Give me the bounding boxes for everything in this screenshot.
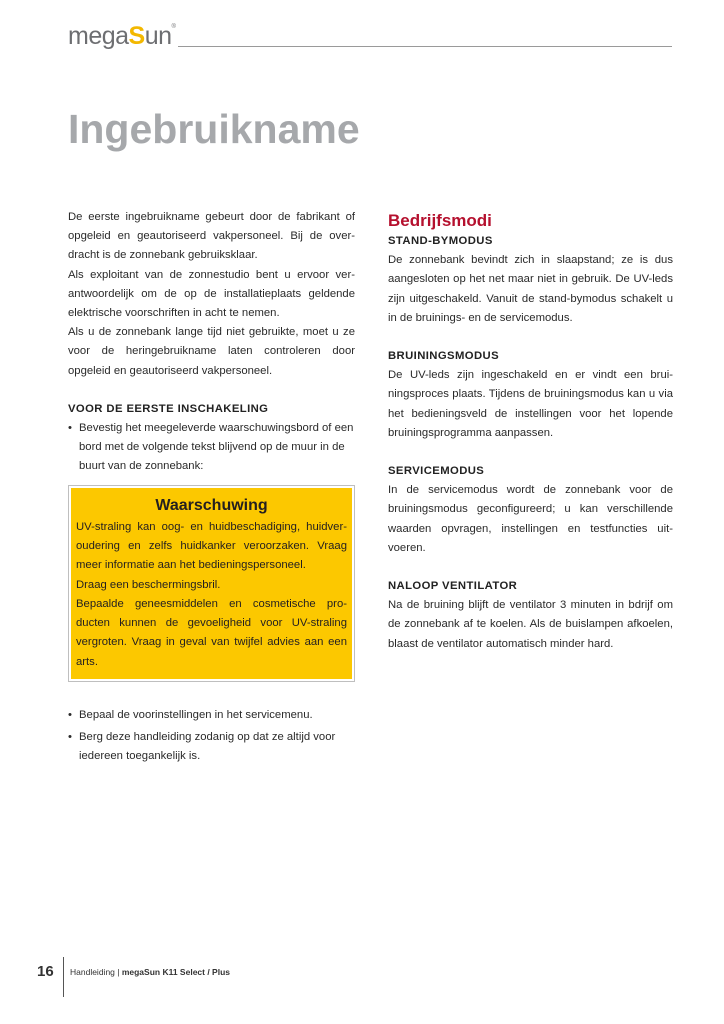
bullet-item: • Bevestig het meegeleverde waarschuwingsbord of een bord met de volgende tekst blijvend op de muur in de buurt van de zonnebank: bbox=[68, 419, 355, 477]
footer-manual-label: Handleiding | bbox=[70, 967, 122, 977]
footer-label bbox=[70, 967, 230, 977]
logo-text-s: S bbox=[128, 22, 145, 50]
mode-heading-fan-afterrun: NALOOP VENTILATOR bbox=[388, 580, 518, 593]
intro-paragraph-2: Als exploitant van de zonnestudio bent u ervoor ver-antwoordelijk om de op de installatieplaats geldende elektrische voorschriften in acht te nemen. bbox=[68, 268, 355, 320]
left-column bbox=[68, 208, 355, 767]
section-title-operating-modes: Bedrijfsmodi bbox=[388, 211, 492, 230]
warning-title: Waarschuwing bbox=[155, 496, 268, 514]
bullet-item: • Berg deze handleiding zodanig op dat ze altijd voor iedereen toegankelijk is. bbox=[68, 728, 355, 766]
mode-heading-standby: STAND-BYMODUS bbox=[388, 235, 493, 247]
mode-heading-tanning: BRUININGSMODUS bbox=[388, 350, 500, 363]
header-rule bbox=[178, 46, 672, 47]
right-column bbox=[388, 208, 673, 654]
bullet-item: • Bepaal de voorinstellingen in het servicemenu. bbox=[68, 706, 355, 725]
footer-product-name: megaSun K11 Select / Plus bbox=[121, 967, 231, 977]
warning-box bbox=[68, 485, 355, 682]
warning-line: Draag een beschermingsbril. bbox=[76, 578, 221, 591]
mode-text-fan-afterrun: Na de bruining blijft de ventilator 3 minuten in bdrijf om de zonnebank af te koelen. Als de buislampen afkoelen, blaast de ventilator automatisch minder hard. bbox=[388, 599, 673, 650]
subheading-first-activation: VOOR DE EERSTE INSCHAKELING bbox=[68, 402, 269, 415]
megasun-logo bbox=[68, 22, 175, 51]
logo-registered-mark: ® bbox=[171, 24, 176, 30]
warning-line: UV-straling kan oog- en huidbeschadiging, huidver-oudering en zelfs huidkanker veroorzaken. Vraag meer informatie aan het bedieningspersoneel. bbox=[76, 520, 347, 572]
mode-text-tanning: De UV-leds zijn ingeschakeld en er vindt een brui-ningsproces plaats. Tijdens de bruiningsmodus kan u via het bedieningsveld de instellingen voor het lopende bruiningsprogramma aanpassen. bbox=[388, 369, 673, 439]
intro-paragraph-1: De eerste ingebruikname gebeurt door de fabrikant of opgeleid en geautoriseerd vakpersoneel. Bij de over-dracht is de zonnebank gebruiksklaar. bbox=[68, 211, 355, 262]
warning-line: Bepaalde geneesmiddelen en cosmetische pro-ducten kunnen de gevoeligheid voor UV-straling vergroten. Vraag in geval van twijfel advies aan een arts. bbox=[76, 597, 347, 668]
mode-heading-service: SERVICEMODUS bbox=[388, 465, 485, 478]
logo-text-un: un bbox=[144, 22, 172, 50]
mode-text-service: In de servicemodus wordt de zonnebank voor de bruiningsmodus geconfigureerd; u kan verschillende waarden opvragen, instellingen en testfuncties uit-voeren. bbox=[388, 484, 673, 554]
page-title: Ingebruikname bbox=[68, 106, 360, 152]
page-number: 16 bbox=[37, 963, 54, 980]
footer-divider bbox=[63, 957, 64, 997]
mode-text-standby: De zonnebank bevindt zich in slaapstand; ze is dus aangesloten op het net maar niet in gebruik. De UV-leds zijn uitgeschakeld. Vanuit de stand-bymodus schakelt u in de bruinings- en de servicemodus. bbox=[388, 254, 673, 324]
intro-paragraph-3: Als u de zonnebank lange tijd niet gebruikte, moet u ze voor de heringebruikname laten controleren door opgeleid en geautoriseerd vakpersoneel. bbox=[68, 326, 355, 377]
warning-box-inner bbox=[71, 488, 352, 679]
logo-text-mega: mega bbox=[68, 22, 129, 50]
